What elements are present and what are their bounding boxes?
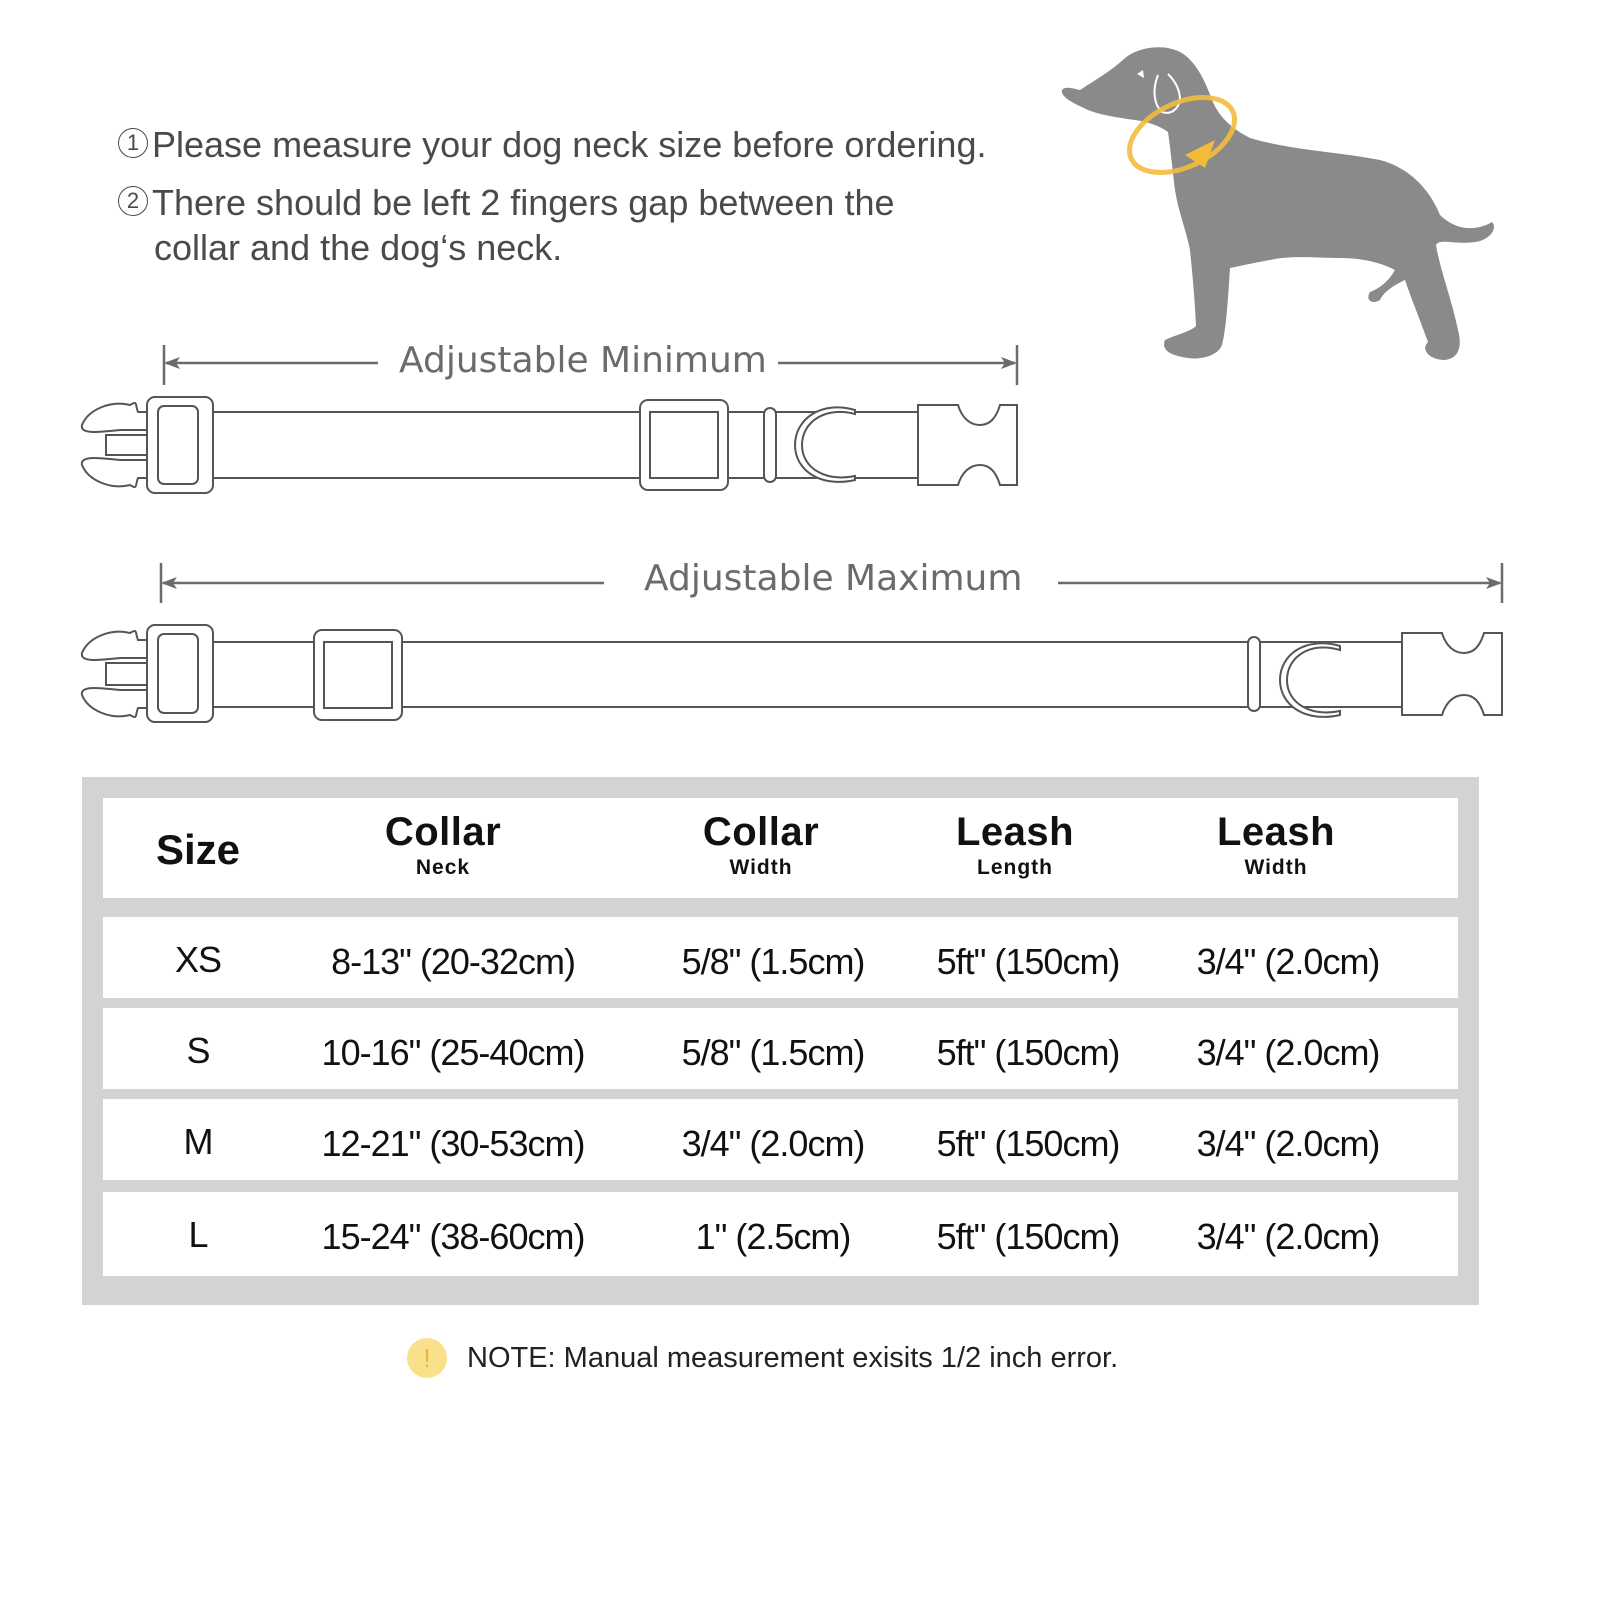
collar-maximum (82, 625, 1502, 722)
header-leash-length-main: Leash (955, 810, 1075, 854)
cell-leash-length: 5ft" (150cm) (936, 1032, 1120, 1073)
number-circle-2: 2 (118, 186, 148, 216)
collar-minimum (82, 397, 1017, 493)
note-text: NOTE: Manual measurement exisits 1/2 inch error. (467, 1341, 1119, 1374)
size-table (82, 777, 1479, 1305)
header-leash-width (1176, 812, 1376, 880)
cell-collar-width: 5/8" (1.5cm) (681, 1032, 865, 1073)
header-collar-width (661, 812, 861, 880)
measurement-note (407, 1338, 1118, 1378)
header-leash-length-sub: Length (977, 856, 1053, 879)
header-size: Size (155, 826, 241, 873)
cell-leash-width: 3/4" (2.0cm) (1196, 1216, 1380, 1257)
header-collar-neck-sub: Neck (415, 856, 471, 879)
cell-collar-width: 1" (2.5cm) (695, 1216, 851, 1257)
buckle-female-icon (918, 405, 1017, 485)
table-row (103, 917, 1458, 998)
cell-size: S (186, 1030, 210, 1071)
cell-leash-width: 3/4" (2.0cm) (1196, 1032, 1380, 1073)
header-leash-length (915, 812, 1115, 880)
header-collar-neck (343, 812, 543, 880)
cell-leash-length: 5ft" (150cm) (936, 1123, 1120, 1164)
cell-size: L (188, 1214, 208, 1255)
buckle-male-icon (82, 403, 152, 432)
instruction-1-text: Please measure your dog neck size before ordering. (152, 124, 987, 165)
header-leash-width-main: Leash (1216, 810, 1336, 854)
cell-collar-neck: 8-13" (20-32cm) (331, 941, 575, 982)
header-leash-width-sub: Width (1244, 856, 1308, 879)
collar-diagrams (0, 0, 1600, 760)
adjustable-maximum-label: Adjustable Maximum (644, 558, 1023, 599)
table-row (103, 1192, 1458, 1276)
cell-leash-width: 3/4" (2.0cm) (1196, 1123, 1380, 1164)
header-collar-neck-main: Collar (384, 810, 502, 854)
cell-collar-width: 3/4" (2.0cm) (681, 1123, 865, 1164)
instruction-2-continuation: collar and the dog‘s neck. (154, 227, 563, 268)
cell-collar-neck: 15-24" (38-60cm) (321, 1216, 585, 1257)
table-row (103, 1008, 1458, 1089)
cell-collar-width: 5/8" (1.5cm) (681, 941, 865, 982)
cell-leash-length: 5ft" (150cm) (936, 1216, 1120, 1257)
cell-size: XS (174, 939, 222, 980)
number-circle-1: 1 (118, 128, 148, 158)
cell-size: M (183, 1121, 213, 1162)
cell-leash-length: 5ft" (150cm) (936, 941, 1120, 982)
header-collar-width-main: Collar (702, 810, 820, 854)
instruction-2-text: There should be left 2 fingers gap between the (152, 182, 895, 223)
cell-collar-neck: 10-16" (25-40cm) (321, 1032, 585, 1073)
cell-collar-neck: 12-21" (30-53cm) (321, 1123, 585, 1164)
table-row (103, 1099, 1458, 1180)
header-collar-width-sub: Width (729, 856, 793, 879)
table-header-row (103, 798, 1458, 898)
adjustable-minimum-label: Adjustable Minimum (399, 340, 767, 381)
cell-leash-width: 3/4" (2.0cm) (1196, 941, 1380, 982)
warning-icon: ! (407, 1338, 447, 1378)
d-ring-icon (795, 407, 855, 482)
